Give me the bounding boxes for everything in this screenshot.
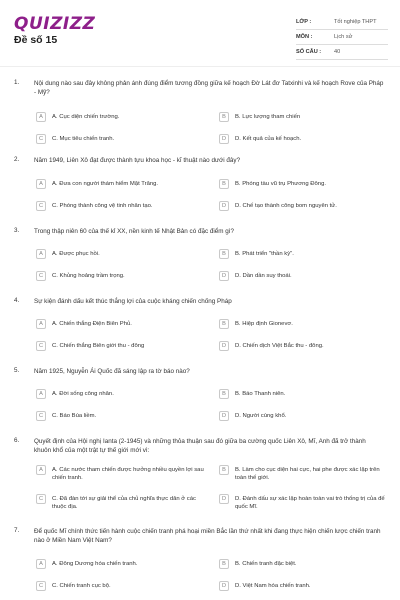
question-number: 1. [14, 79, 20, 86]
option-a[interactable] [36, 319, 208, 332]
option-key: D [219, 341, 229, 351]
option-b[interactable] [219, 319, 391, 332]
option-d[interactable] [219, 201, 391, 214]
option-text: A. Đưa con người thám hiểm Mặt Trăng. [52, 181, 159, 187]
meta-label: LỚP : [296, 19, 312, 25]
option-d[interactable] [219, 411, 391, 424]
option-b[interactable] [219, 179, 391, 192]
option-key: C [36, 411, 46, 421]
option-d[interactable] [219, 494, 391, 512]
option-c[interactable] [36, 134, 208, 147]
option-text: C. Chiến thắng Biên giới thu - đông [52, 343, 145, 349]
option-key: D [219, 201, 229, 211]
meta-value: 40 [334, 49, 341, 55]
question-text: Năm 1925, Nguyễn Ái Quốc đã sáng lập ra tờ báo nào? [34, 368, 190, 375]
question-text: Quyết định của Hội nghị Ianta (2-1945) và những thỏa thuận sau đó giữa ba cường quốc Liên Xô, Mĩ, Anh đã trở thành khuôn khổ của một trật tự thế giới mới vì: [34, 438, 366, 454]
option-text: C. Đã đàn tới sự giải thể của chủ nghĩa thực dân ở các thuộc địa. [52, 496, 196, 510]
option-a[interactable] [36, 465, 208, 483]
option-key: C [36, 271, 46, 281]
option-c[interactable] [36, 494, 208, 512]
option-a[interactable] [36, 249, 208, 262]
option-d[interactable] [219, 271, 391, 284]
meta-label: MÔN : [296, 34, 313, 40]
option-b[interactable] [219, 465, 391, 483]
question-number: 7. [14, 527, 20, 534]
option-text: C. Báo Búa liềm. [52, 413, 97, 419]
meta-value: Lịch sử [334, 34, 353, 40]
option-text: A. Chiến thắng Điện Biên Phủ. [52, 321, 132, 327]
question-number: 2. [14, 156, 20, 163]
option-b[interactable] [219, 389, 391, 402]
page-title: Đề số 15 [14, 34, 58, 46]
option-key: B [219, 249, 229, 259]
option-c[interactable] [36, 581, 208, 594]
option-text: D. Dần dần suy thoái. [235, 273, 292, 279]
option-key: D [219, 581, 229, 591]
option-text: A. Đời sống công nhân. [52, 391, 114, 397]
option-key: A [36, 112, 46, 122]
option-text: B. Phóng tàu vũ trụ Phương Đông. [235, 181, 326, 187]
option-c[interactable] [36, 201, 208, 214]
option-a[interactable] [36, 559, 208, 572]
question-number: 3. [14, 227, 20, 234]
option-a[interactable] [36, 112, 208, 125]
option-text: A. Được phục hồi. [52, 251, 100, 257]
question-text: Nội dung nào sau đây không phản ánh đúng điểm tương đồng giữa kế hoạch Đờ Lát đơ Tatxinhi và kế hoạch Rove của Pháp - Mỹ? [34, 80, 384, 96]
option-d[interactable] [219, 134, 391, 147]
option-key: D [219, 271, 229, 281]
option-text: B. Phát triển "thần kỳ". [235, 251, 294, 257]
option-text: C. Chiến tranh cục bộ. [52, 583, 111, 589]
question-text: Sự kiện đánh dấu kết thúc thắng lợi của cuộc kháng chiến chống Pháp [34, 298, 232, 305]
question-text: Để quốc Mĩ chính thức tiến hành cuộc chiến tranh phá hoại miền Bắc lần thứ nhất khi đang thực hiện chiến lược chiến tranh nào ở Miền Nam Việt Nam? [34, 528, 381, 544]
option-text: A. Đông Dương hóa chiến tranh. [52, 561, 138, 567]
option-text: B. Làm cho cục diện hai cực, hai phe được xác lập trên toàn thế giới. [235, 467, 380, 481]
option-key: C [36, 341, 46, 351]
option-a[interactable] [36, 389, 208, 402]
option-text: B. Chiến tranh đặc biệt. [235, 561, 297, 567]
meta-row-subject [296, 30, 388, 45]
option-key: C [36, 581, 46, 591]
option-b[interactable] [219, 559, 391, 572]
option-text: B. Lực lượng tham chiến [235, 114, 301, 120]
option-key: C [36, 201, 46, 211]
question-number: 6. [14, 437, 20, 444]
option-key: B [219, 112, 229, 122]
option-key: D [219, 134, 229, 144]
question-number: 5. [14, 367, 20, 374]
option-d[interactable] [219, 581, 391, 594]
option-key: B [219, 465, 229, 475]
option-key: A [36, 249, 46, 259]
logo: QUIZIZZ [14, 14, 96, 34]
option-text: D. Kết quả của kế hoạch. [235, 136, 302, 142]
option-text: B. Hiệp định Gionevơ. [235, 321, 293, 327]
option-d[interactable] [219, 341, 391, 354]
option-b[interactable] [219, 249, 391, 262]
option-key: A [36, 465, 46, 475]
option-key: C [36, 134, 46, 144]
option-c[interactable] [36, 341, 208, 354]
question-number: 4. [14, 297, 20, 304]
option-text: B. Báo Thanh niên. [235, 391, 286, 397]
meta-row-count [296, 45, 388, 60]
option-key: A [36, 389, 46, 399]
option-text: D. Người cùng khổ. [235, 413, 287, 419]
option-text: C. Phóng thành công vệ tinh nhân tạo. [52, 203, 153, 209]
option-key: B [219, 389, 229, 399]
header-divider [0, 66, 400, 67]
option-text: A. Cục diện chiến trường. [52, 114, 120, 120]
option-key: B [219, 179, 229, 189]
question-text: Trong thập niên 60 của thế kỉ XX, nền kinh tế Nhật Bản có đặc điểm gì? [34, 228, 234, 235]
option-c[interactable] [36, 411, 208, 424]
option-key: A [36, 179, 46, 189]
option-text: A. Các nước tham chiến được hưởng nhiều quyền lợi sau chiến tranh. [52, 467, 204, 481]
option-key: D [219, 411, 229, 421]
option-key: A [36, 319, 46, 329]
option-text: D. Chế tạo thành công bom nguyên tử. [235, 203, 337, 209]
option-key: A [36, 559, 46, 569]
question-text: Năm 1949, Liên Xô đạt được thành tựu khoa học - kĩ thuật nào dưới đây? [34, 157, 241, 164]
option-text: D. Việt Nam hóa chiến tranh. [235, 583, 311, 589]
option-text: D. Đánh dấu sự xác lập hoàn toàn vai trò thống trị của đế quốc Mĩ. [235, 496, 385, 510]
meta-value: Tốt nghiệp THPT [334, 19, 377, 25]
option-key: D [219, 494, 229, 504]
meta-row-class [296, 15, 388, 30]
option-a[interactable] [36, 179, 208, 192]
option-text: D. Chiến dịch Việt Bắc thu - đông. [235, 343, 324, 349]
option-key: B [219, 559, 229, 569]
option-key: B [219, 319, 229, 329]
option-text: C. Mục tiêu chiến tranh. [52, 136, 115, 142]
option-b[interactable] [219, 112, 391, 125]
option-key: C [36, 494, 46, 504]
option-text: C. Khủng hoảng trầm trọng. [52, 273, 125, 279]
option-c[interactable] [36, 271, 208, 284]
meta-label: SỐ CÂU : [296, 49, 322, 55]
meta-panel [296, 15, 388, 60]
